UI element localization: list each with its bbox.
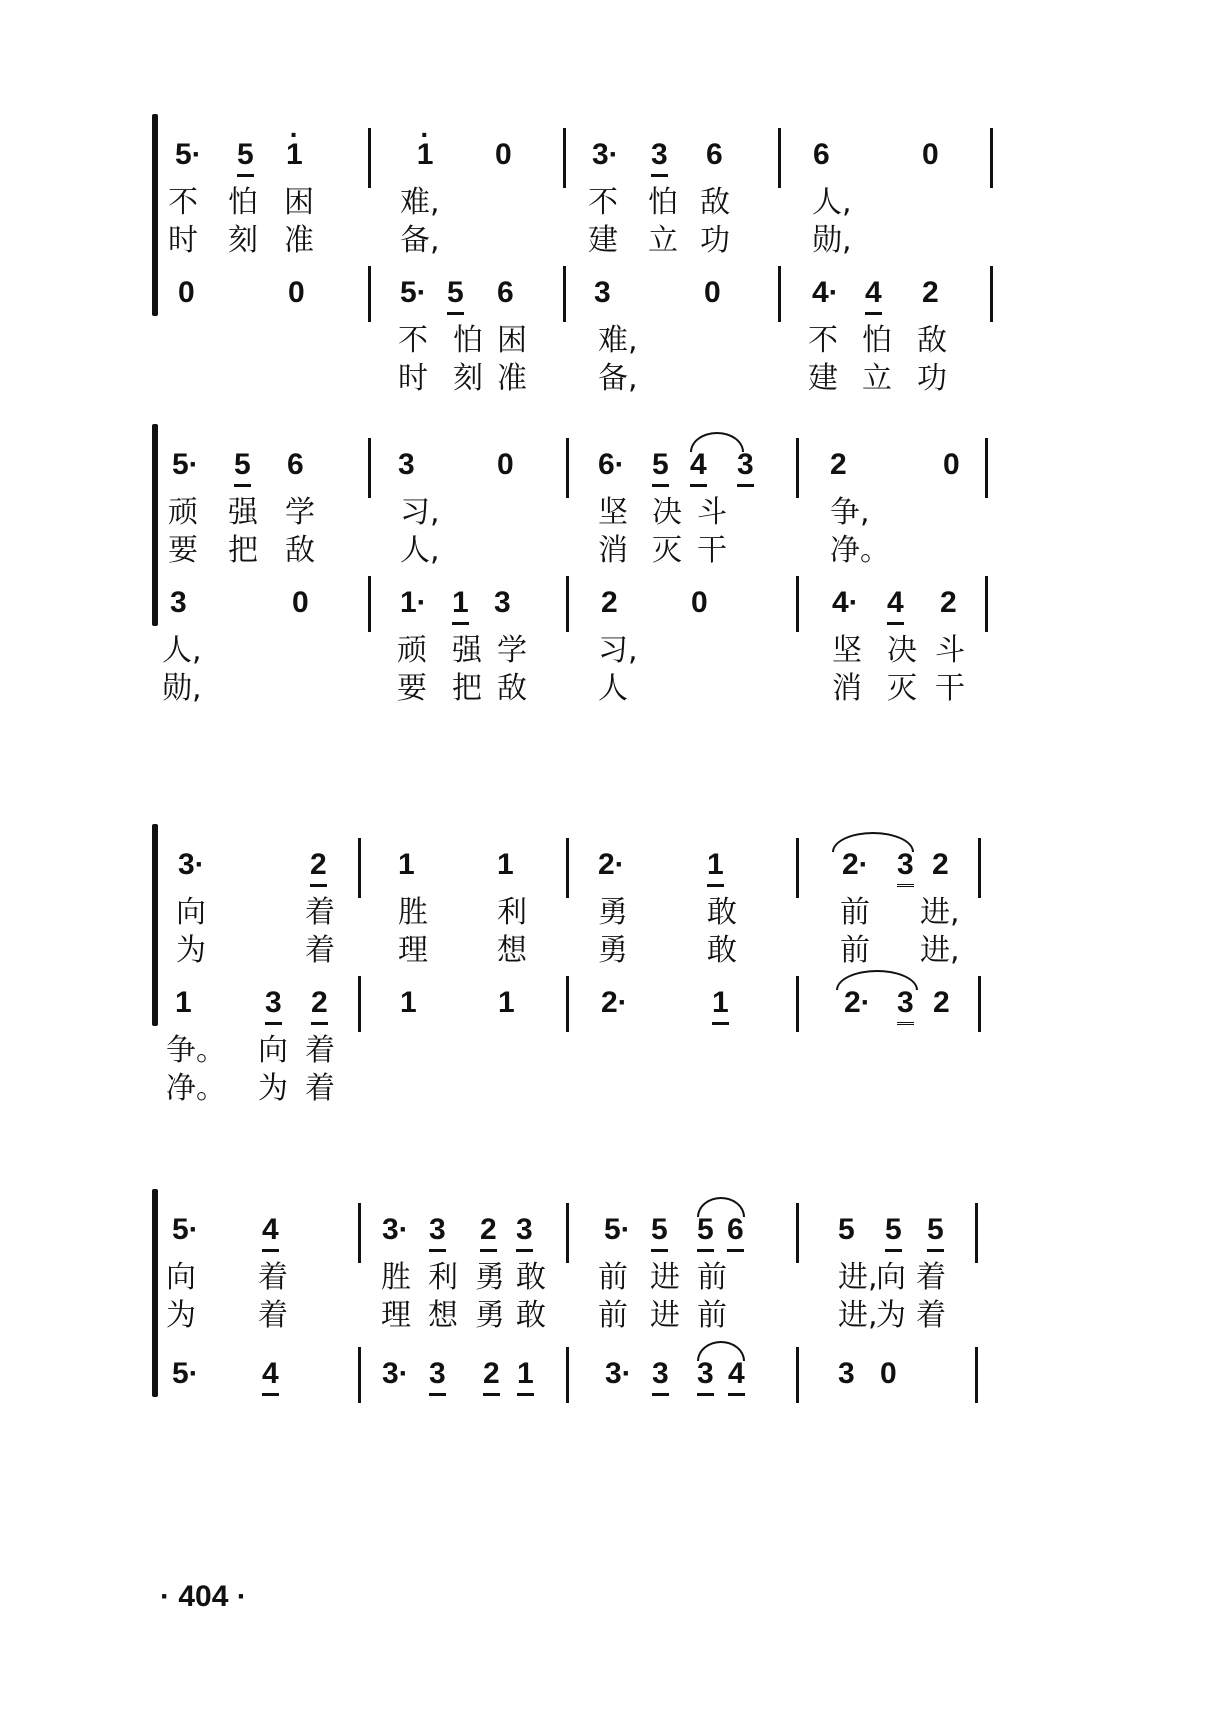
lyric-syllable: 刻 (228, 223, 258, 258)
lower-note: 5· (400, 276, 427, 309)
system-brace (152, 424, 158, 626)
lyric-syllable: 敢 (516, 1298, 546, 1333)
upper-note: 5 (697, 1213, 714, 1252)
barline (975, 1203, 978, 1263)
lyric-syllable: 习, (400, 495, 440, 530)
lyric-syllable: 备, (400, 223, 440, 258)
lower-note: 4 (262, 1357, 279, 1396)
lyric-syllable: 敌 (700, 185, 730, 220)
lyric-syllable: 为 (258, 1071, 288, 1106)
lyric-syllable: 不 (168, 185, 198, 220)
lower-note: 1 (712, 986, 729, 1025)
lyric-syllable: 备, (598, 361, 638, 396)
lyric-syllable: 干 (697, 533, 727, 568)
upper-note: 0 (943, 448, 960, 481)
lower-note: 4 (887, 586, 904, 625)
upper-note: 2 (932, 848, 949, 881)
lower-note: 4 (728, 1357, 745, 1396)
upper-note: 2 (310, 848, 327, 887)
lyric-syllable: 顽 (168, 495, 198, 530)
lyric-syllable: 敌 (285, 533, 315, 568)
lyric-syllable: 学 (285, 495, 315, 530)
lyric-syllable: 准 (284, 223, 314, 258)
lyric-syllable: 不 (808, 323, 838, 358)
lower-note: 3 (697, 1357, 714, 1396)
lower-note: 3 (429, 1357, 446, 1396)
upper-note: 5· (172, 1213, 199, 1246)
lyric-syllable: 时 (398, 361, 428, 396)
upper-note: 3 (897, 848, 914, 887)
lyric-syllable: 勋, (162, 671, 202, 706)
lyric-syllable: 前 (598, 1260, 628, 1295)
lyric-syllable: 着 (305, 895, 335, 930)
lyric-syllable: 着 (305, 933, 335, 968)
lyric-syllable: 顽 (397, 633, 427, 668)
lyric-syllable: 功 (700, 223, 730, 258)
barline (566, 1203, 569, 1263)
lyric-syllable: 习, (598, 633, 638, 668)
page-number: · 404 · (160, 1580, 247, 1613)
lower-note: 6 (497, 276, 514, 309)
upper-note: 2 (830, 448, 847, 481)
upper-note: 5 (234, 448, 251, 487)
upper-note: · 1 (417, 138, 434, 171)
lyric-syllable: 立 (648, 223, 678, 258)
lyric-syllable: 不 (398, 323, 428, 358)
barline (985, 438, 988, 498)
lyric-syllable: 把 (452, 671, 482, 706)
lyric-syllable: 干 (935, 671, 965, 706)
lyric-syllable: 怕 (862, 323, 892, 358)
lower-note: 2 (483, 1357, 500, 1396)
lyric-syllable: 前 (840, 895, 870, 930)
barline (368, 128, 371, 188)
upper-note: 2 (480, 1213, 497, 1252)
barline (563, 128, 566, 188)
barline (566, 438, 569, 498)
upper-note: 5· (175, 138, 202, 171)
lyric-syllable: 着 (916, 1298, 946, 1333)
barline (796, 438, 799, 498)
lower-note: 0 (880, 1357, 897, 1390)
lower-note: 5· (172, 1357, 199, 1390)
lyric-syllable: 刻 (453, 361, 483, 396)
lower-note: 3 (494, 586, 511, 619)
lyric-syllable: 怕 (228, 185, 258, 220)
lyric-syllable: 进, (920, 895, 960, 930)
barline (358, 1203, 361, 1263)
upper-note: 3· (382, 1213, 409, 1246)
lower-note: 2 (601, 586, 618, 619)
lower-note: 2 (922, 276, 939, 309)
barline (978, 838, 981, 898)
lyric-syllable: 想 (497, 933, 527, 968)
lower-note: 3 (897, 986, 914, 1025)
lyric-syllable: 斗 (935, 633, 965, 668)
upper-note: 5 (651, 1213, 668, 1252)
upper-note: 6· (598, 448, 625, 481)
barline (990, 128, 993, 188)
lyric-syllable: 敢 (707, 895, 737, 930)
lyric-syllable: 人, (162, 633, 202, 668)
lyric-syllable: 斗 (697, 495, 727, 530)
lower-note: 2 (940, 586, 957, 619)
barline (358, 838, 361, 898)
barline (566, 838, 569, 898)
lyric-syllable: 前 (697, 1260, 727, 1295)
slur-mark (697, 1197, 745, 1217)
lyric-syllable: 着 (258, 1298, 288, 1333)
barline (796, 576, 799, 632)
lyric-syllable: 建 (588, 223, 618, 258)
upper-note: 0 (495, 138, 512, 171)
lyric-syllable: 利 (428, 1260, 458, 1295)
upper-note: 3· (592, 138, 619, 171)
lyric-syllable: 灭 (887, 671, 917, 706)
lyric-syllable: 向 (166, 1260, 196, 1295)
lower-note: 5 (447, 276, 464, 315)
barline (566, 1347, 569, 1403)
upper-note: 1 (398, 848, 415, 881)
upper-note: 2· (598, 848, 625, 881)
lyric-syllable: 敢 (707, 933, 737, 968)
lyric-syllable: 想 (428, 1298, 458, 1333)
lower-note: 3 (265, 986, 282, 1025)
lyric-syllable: 难, (598, 323, 638, 358)
lyric-syllable: 立 (862, 361, 892, 396)
lyric-syllable: 净。 (166, 1071, 226, 1106)
system-brace (152, 824, 158, 1026)
lower-note: 2· (601, 986, 628, 1019)
upper-note: 3 (516, 1213, 533, 1252)
lyric-syllable: 坚 (832, 633, 862, 668)
lyric-syllable: 学 (497, 633, 527, 668)
lyric-syllable: 为 (876, 1298, 906, 1333)
lower-note: 3· (605, 1357, 632, 1390)
lyric-syllable: 消 (598, 533, 628, 568)
lower-note: 1 (517, 1357, 534, 1396)
lyric-syllable: 进, (838, 1298, 878, 1333)
lyric-syllable: 前 (697, 1298, 727, 1333)
lyric-syllable: 人, (812, 185, 852, 220)
upper-note: 4 (262, 1213, 279, 1252)
lyric-syllable: 进 (650, 1260, 680, 1295)
lower-note: 1· (400, 586, 427, 619)
lyric-syllable: 勇 (598, 933, 628, 968)
lyric-syllable: 理 (381, 1298, 411, 1333)
upper-note: 5· (604, 1213, 631, 1246)
lower-note: 0 (288, 276, 305, 309)
barline (778, 128, 781, 188)
slur-mark (697, 1341, 745, 1361)
lyric-syllable: 建 (808, 361, 838, 396)
lyric-syllable: 勇 (598, 895, 628, 930)
lower-note: 0 (691, 586, 708, 619)
barline (566, 576, 569, 632)
lyric-syllable: 强 (452, 633, 482, 668)
lower-note: 1 (498, 986, 515, 1019)
upper-note: 3 (429, 1213, 446, 1252)
slur-mark (836, 970, 918, 990)
lower-note: 2 (311, 986, 328, 1025)
lyric-syllable: 难, (400, 185, 440, 220)
lyric-syllable: 进, (838, 1260, 878, 1295)
lyric-syllable: 为 (176, 933, 206, 968)
barline (566, 976, 569, 1032)
barline (990, 266, 993, 322)
barline (368, 266, 371, 322)
lower-note: 3 (652, 1357, 669, 1396)
lyric-syllable: 敌 (497, 671, 527, 706)
slur-mark (690, 432, 744, 452)
upper-note: 4 (690, 448, 707, 487)
barline (358, 1347, 361, 1403)
lyric-syllable: 强 (228, 495, 258, 530)
lyric-syllable: 争, (830, 495, 870, 530)
lower-note: 2 (933, 986, 950, 1019)
lyric-syllable: 着 (916, 1260, 946, 1295)
lyric-syllable: 决 (887, 633, 917, 668)
lyric-syllable: 进 (650, 1298, 680, 1333)
barline (796, 976, 799, 1032)
lyric-syllable: 向 (258, 1033, 288, 1068)
upper-note: 5 (885, 1213, 902, 1252)
lyric-syllable: 决 (652, 495, 682, 530)
upper-note: 3 (737, 448, 754, 487)
lower-note: 3 (170, 586, 187, 619)
lyric-syllable: 功 (917, 361, 947, 396)
lyric-syllable: 净。 (830, 533, 890, 568)
upper-note: 1 (707, 848, 724, 887)
lower-note: 0 (704, 276, 721, 309)
lyric-syllable: 争。 (166, 1033, 226, 1068)
system-brace (152, 1189, 158, 1397)
lyric-syllable: 向 (876, 1260, 906, 1295)
lyric-syllable: 理 (398, 933, 428, 968)
barline (778, 266, 781, 322)
upper-note: 5 (237, 138, 254, 177)
lyric-syllable: 勇 (475, 1298, 505, 1333)
lyric-syllable: 胜 (398, 895, 428, 930)
lyric-syllable: 人 (598, 671, 628, 706)
upper-note: 3· (178, 848, 205, 881)
upper-note: 3 (651, 138, 668, 177)
barline (358, 976, 361, 1032)
lyric-syllable: 要 (168, 533, 198, 568)
upper-note: 3 (398, 448, 415, 481)
lyric-syllable: 人, (400, 533, 440, 568)
lower-note: 4· (812, 276, 839, 309)
lyric-syllable: 不 (588, 185, 618, 220)
lyric-syllable: 时 (168, 223, 198, 258)
lyric-syllable: 着 (258, 1260, 288, 1295)
lyric-syllable: 困 (284, 185, 314, 220)
lyric-syllable: 着 (305, 1071, 335, 1106)
upper-note: 6 (727, 1213, 744, 1252)
lyric-syllable: 怕 (648, 185, 678, 220)
barline (796, 1347, 799, 1403)
lyric-syllable: 着 (305, 1033, 335, 1068)
barline (985, 576, 988, 632)
lyric-syllable: 怕 (453, 323, 483, 358)
lyric-syllable: 要 (397, 671, 427, 706)
lyric-syllable: 勇 (475, 1260, 505, 1295)
barline (796, 838, 799, 898)
lyric-syllable: 准 (497, 361, 527, 396)
upper-note: 1 (497, 848, 514, 881)
lyric-syllable: 困 (497, 323, 527, 358)
barline (368, 438, 371, 498)
barline (368, 576, 371, 632)
lyric-syllable: 向 (176, 895, 206, 930)
upper-note: 2· (842, 848, 869, 881)
lower-note: 0 (178, 276, 195, 309)
lyric-syllable: 敢 (516, 1260, 546, 1295)
lyric-syllable: 前 (598, 1298, 628, 1333)
lyric-syllable: 把 (228, 533, 258, 568)
upper-note: · 1 (286, 138, 303, 171)
slur-mark (832, 832, 914, 852)
lower-note: 3· (382, 1357, 409, 1390)
barline (796, 1203, 799, 1263)
lyric-syllable: 胜 (381, 1260, 411, 1295)
lower-note: 1 (175, 986, 192, 1019)
upper-note: 0 (497, 448, 514, 481)
upper-note: 5· (172, 448, 199, 481)
lyric-syllable: 勋, (812, 223, 852, 258)
lower-note: 1 (452, 586, 469, 625)
lower-note: 4· (832, 586, 859, 619)
upper-note: 5 (652, 448, 669, 487)
lower-note: 1 (400, 986, 417, 1019)
barline (978, 976, 981, 1032)
upper-note: 6 (287, 448, 304, 481)
upper-note: 5 (927, 1213, 944, 1252)
lyric-syllable: 消 (832, 671, 862, 706)
lower-note: 2· (844, 986, 871, 1019)
lyric-syllable: 前 (840, 933, 870, 968)
lower-note: 4 (865, 276, 882, 315)
lyric-syllable: 灭 (652, 533, 682, 568)
lower-note: 3 (594, 276, 611, 309)
upper-note: 6 (706, 138, 723, 171)
lower-note: 0 (292, 586, 309, 619)
lyric-syllable: 敌 (917, 323, 947, 358)
lyric-syllable: 进, (920, 933, 960, 968)
upper-note: 5 (838, 1213, 855, 1246)
lower-note: 3 (838, 1357, 855, 1390)
barline (563, 266, 566, 322)
barline (975, 1347, 978, 1403)
upper-note: 0 (922, 138, 939, 171)
system-brace (152, 114, 158, 316)
lyric-syllable: 为 (166, 1298, 196, 1333)
upper-note: 6 (813, 138, 830, 171)
lyric-syllable: 坚 (598, 495, 628, 530)
lyric-syllable: 利 (497, 895, 527, 930)
